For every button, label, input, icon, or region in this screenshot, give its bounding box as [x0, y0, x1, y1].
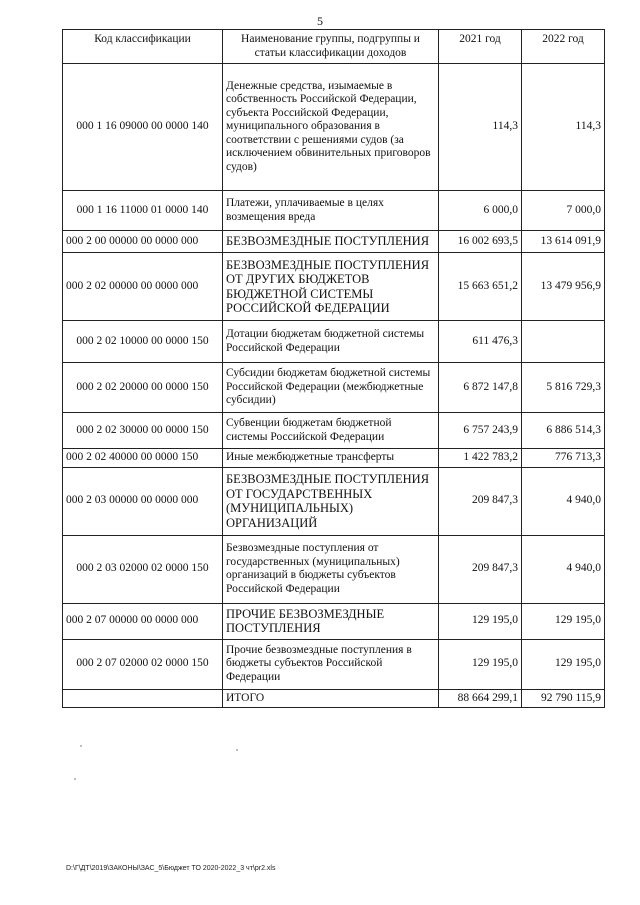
row-value-2021: 129 195,0	[439, 639, 522, 689]
row-name: Субвенции бюджетам бюджетной системы Российской Федерации	[223, 413, 439, 449]
row-code: 000 2 02 40000 00 0000 150	[63, 449, 223, 468]
row-code: 000 2 02 10000 00 0000 150	[63, 321, 223, 363]
row-name: БЕЗВОЗМЕЗДНЫЕ ПОСТУПЛЕНИЯ	[223, 231, 439, 253]
row-value-2021: 114,3	[439, 64, 522, 191]
table-row	[63, 253, 605, 321]
row-name: Прочие безвозмездные поступления в бюджеты субъектов Российской Федерации	[223, 639, 439, 689]
row-value-2022: 6 886 514,3	[522, 413, 605, 449]
table-row	[63, 449, 605, 468]
row-name: Субсидии бюджетам бюджетной системы Российской Федерации (межбюджетные субсидии)	[223, 363, 439, 413]
header-year-2021: 2021 год	[439, 30, 522, 64]
scan-speck	[74, 778, 76, 780]
table-row	[63, 413, 605, 449]
total-label: ИТОГО	[223, 689, 439, 708]
header-code: Код классификации	[63, 30, 223, 64]
row-code: 000 2 02 30000 00 0000 150	[63, 413, 223, 449]
row-code: 000 2 00 00000 00 0000 000	[63, 231, 223, 253]
total-value-2022: 92 790 115,9	[522, 689, 605, 708]
row-value-2021: 209 847,3	[439, 467, 522, 535]
row-value-2021: 15 663 651,2	[439, 253, 522, 321]
row-value-2021: 6 757 243,9	[439, 413, 522, 449]
row-name: Безвозмездные поступления от государственных (муниципальных) организаций в бюджеты субъектов Российской Федерации	[223, 535, 439, 603]
row-value-2022: 13 614 091,9	[522, 231, 605, 253]
row-value-2022: 129 195,0	[522, 639, 605, 689]
scan-speck	[80, 745, 82, 747]
row-name: БЕЗВОЗМЕЗДНЫЕ ПОСТУПЛЕНИЯ ОТ ДРУГИХ БЮДЖЕТОВ БЮДЖЕТНОЙ СИСТЕМЫ РОССИЙСКОЙ ФЕДЕРАЦИИ	[223, 253, 439, 321]
row-code: 000 2 03 00000 00 0000 000	[63, 467, 223, 535]
row-code: 000 2 02 20000 00 0000 150	[63, 363, 223, 413]
row-value-2022: 5 816 729,3	[522, 363, 605, 413]
table-row	[63, 363, 605, 413]
row-name: Денежные средства, изымаемые в собственность Российской Федерации, субъекта Российской Федерации, муниципального образования в соответствии с решениями судов (за исключением обвинительных приговоров судов)	[223, 64, 439, 191]
row-value-2022: 776 713,3	[522, 449, 605, 468]
row-value-2022: 4 940,0	[522, 535, 605, 603]
row-name: Дотации бюджетам бюджетной системы Российской Федерации	[223, 321, 439, 363]
row-value-2022: 114,3	[522, 64, 605, 191]
header-year-2022: 2022 год	[522, 30, 605, 64]
row-code: 000 2 02 00000 00 0000 000	[63, 253, 223, 321]
row-code: 000 1 16 09000 00 0000 140	[63, 64, 223, 191]
row-value-2022	[522, 321, 605, 363]
row-value-2022: 7 000,0	[522, 191, 605, 231]
header-name: Наименование группы, подгруппы и статьи классификации доходов	[223, 30, 439, 64]
scan-speck	[236, 749, 238, 751]
row-value-2021: 16 002 693,5	[439, 231, 522, 253]
table-row	[63, 535, 605, 603]
row-name: ПРОЧИЕ БЕЗВОЗМЕЗДНЫЕ ПОСТУПЛЕНИЯ	[223, 603, 439, 639]
total-code	[63, 689, 223, 708]
table-row	[63, 639, 605, 689]
table-row	[63, 64, 605, 191]
row-code: 000 1 16 11000 01 0000 140	[63, 191, 223, 231]
revenue-table	[62, 29, 605, 708]
table-row	[63, 467, 605, 535]
page-number: 5	[317, 14, 323, 28]
table-row	[63, 191, 605, 231]
row-value-2021: 6 000,0	[439, 191, 522, 231]
row-value-2022: 4 940,0	[522, 467, 605, 535]
row-value-2021: 1 422 783,2	[439, 449, 522, 468]
footer-file-path: D:\Г\ДТ\2019\ЗАКОНЫ\ЗАС_5\Бюджет ТО 2020-2022_3 чт\pr2.xls	[66, 865, 276, 872]
row-value-2021: 129 195,0	[439, 603, 522, 639]
row-code: 000 2 07 02000 02 0000 150	[63, 639, 223, 689]
row-name: БЕЗВОЗМЕЗДНЫЕ ПОСТУПЛЕНИЯ ОТ ГОСУДАРСТВЕННЫХ (МУНИЦИПАЛЬНЫХ) ОРГАНИЗАЦИЙ	[223, 467, 439, 535]
table-header-row	[63, 30, 605, 64]
table-row	[63, 321, 605, 363]
table-row	[63, 603, 605, 639]
table-row	[63, 231, 605, 253]
row-value-2021: 209 847,3	[439, 535, 522, 603]
row-name: Платежи, уплачиваемые в целях возмещения вреда	[223, 191, 439, 231]
row-value-2022: 13 479 956,9	[522, 253, 605, 321]
row-value-2021: 6 872 147,8	[439, 363, 522, 413]
row-name: Иные межбюджетные трансферты	[223, 449, 439, 468]
row-value-2022: 129 195,0	[522, 603, 605, 639]
row-value-2021: 611 476,3	[439, 321, 522, 363]
row-code: 000 2 03 02000 02 0000 150	[63, 535, 223, 603]
row-code: 000 2 07 00000 00 0000 000	[63, 603, 223, 639]
table-total-row	[63, 689, 605, 708]
total-value-2021: 88 664 299,1	[439, 689, 522, 708]
